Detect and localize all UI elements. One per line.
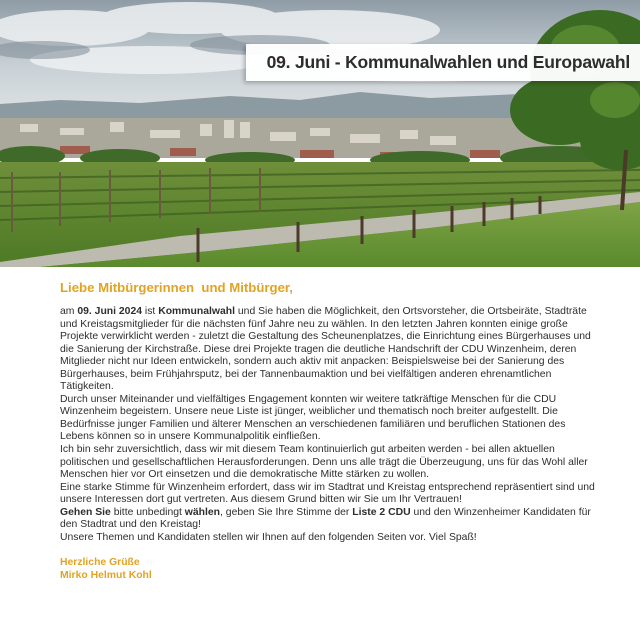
paragraph-call-to-vote (60, 507, 600, 532)
paragraph-intro (60, 306, 600, 394)
text: und Sie haben die Möglichkeit, den Ortsvorsteher, die Ortsbeiräte, Stadträte und Kreistagsmitglieder für die nächsten fünf Jahre neu zu wählen. In den letzten Jahren konnten einige große Projekte verwirklicht werden - zuletzt die Gestaltung des Scheunenplatzes, die Einrichtung eines Bürgerhauses und die Sanierung der Kirchstraße. Diese drei Projekte tragen die deutliche Handschrift der CDU Winzenheim, deren Mitglieder nicht nur Ideen entwickeln, sondern auch aktiv mit anpacken: Beispielsweise bei der Sanierung des Bürgerhauses, beim Frühjahrsputz, bei der Tannenbaumaktion und bei vielfältigen anderen ehrenamtlichen Tätigkeiten. (60, 306, 591, 393)
header-photo (0, 0, 640, 267)
list-name: Liste 2 CDU (352, 506, 411, 518)
text-bold: wählen (184, 506, 221, 518)
text: ist (142, 306, 159, 317)
salutation: Liebe Mitbürgerinnen und Mitbürger, (60, 280, 293, 295)
text: und den Winzenheimer Kandidaten für den Stadtrat und den Kreistag! (60, 506, 591, 531)
election-date: 09. Juni 2024 (77, 306, 143, 317)
paragraph-confidence: Ich bin sehr zuversichtlich, dass wir mit diesem Team kontinuierlich gut arbeiten werden - bei allen aktuellen politischen und gesellschaftlichen Herausforderungen. Denn uns alle trägt die Überzeugung, uns für das Wohl aller Menschen hier vor Ort einsetzen und die demokratische Mitte stärken zu wollen. (60, 444, 588, 481)
signer-name: Mirko Helmut Kohl (60, 570, 152, 582)
text: , geben Sie Ihre Stimme der (220, 506, 353, 518)
page-title: 09. Juni - Kommunalwahlen und Europawahl (266, 52, 630, 72)
closing: Herzliche Grüße (60, 557, 140, 569)
paragraph-outro: Unsere Themen und Kandidaten stellen wir Ihnen auf den folgenden Seiten vor. Viel Spaß! (60, 531, 477, 543)
election-type: Kommunalwahl (158, 306, 235, 317)
letter (60, 280, 600, 582)
title-banner (246, 44, 640, 81)
signature (60, 556, 600, 582)
text-bold: Gehen Sie (60, 506, 111, 518)
text: am (60, 306, 78, 317)
paragraph-team: Durch unser Miteinander und vielfältiges Engagement konnten wir weitere tatkräftige Menschen für die CDU Winzenheim begeistern. Unsere neue Liste ist jünger, weiblicher und thematisch noch breiter aufgestellt. Die Bedürfnisse junger Familien und älterer Menschen an verschiedenen familiären und beruflichen Stationen des Lebens können so in unsere Kommunalpolitik einfließen. (60, 393, 566, 443)
vineyard-landscape-photo (0, 0, 640, 267)
paragraph-trust: Eine starke Stimme für Winzenheim erfordert, dass wir im Stadtrat und Kreistag entsprechend repräsentiert sind und unsere Interessen dort gut vertreten. Aus diesem Grund bitten wir Sie um Ihr Vertrauen! (60, 481, 595, 506)
text: bitte unbedingt (110, 506, 185, 518)
